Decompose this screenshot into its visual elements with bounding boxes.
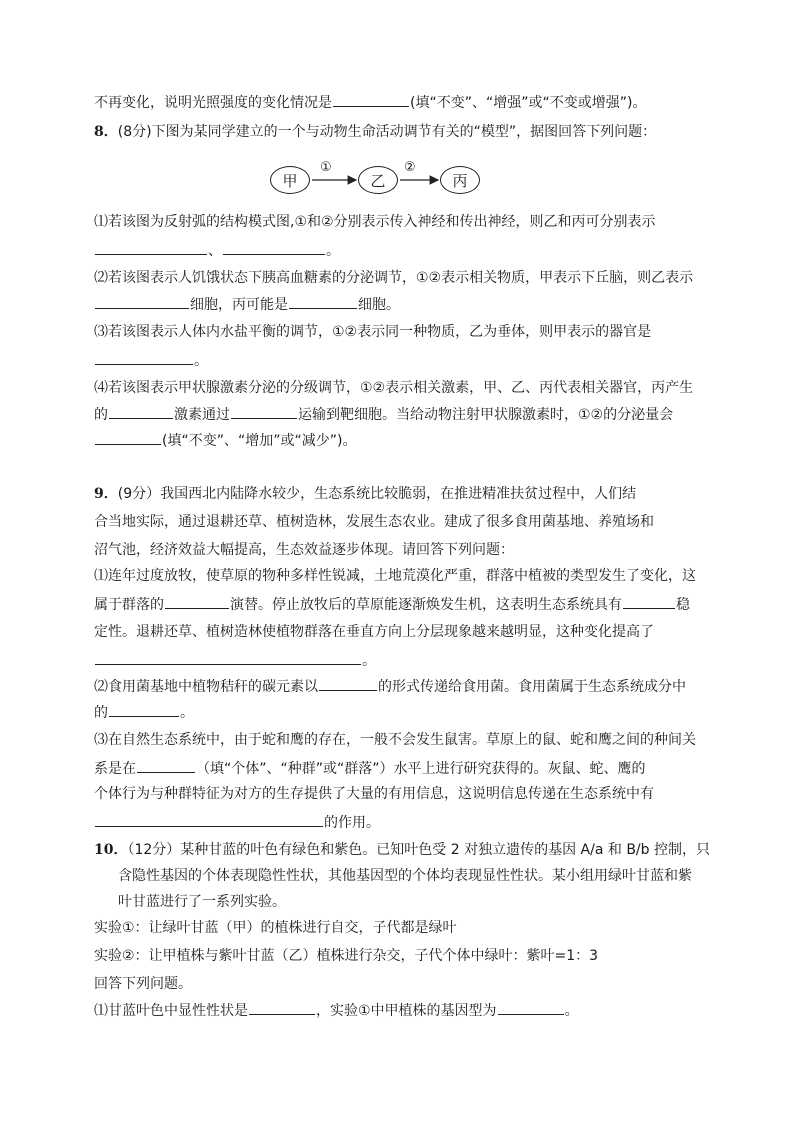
question-8-heading [94,122,656,142]
answer-blank [137,758,195,773]
text: 实验①：让绿叶甘蓝（甲）的植株进行自交，子代都是绿叶 [94,920,457,936]
text: 演替。停止放牧后的草原能逐渐焕发生机，这表明生态系统具有 [230,597,622,613]
text: 的作用。 [324,815,380,831]
text-line [118,866,692,886]
text: 细胞。 [358,297,400,313]
text: 。 [194,353,208,369]
answer-blank [95,650,361,665]
text: ⑴若该图为反射弧的结构模式图,①和②分别表示传入神经和传出神经，则乙和丙可分别表示 [94,214,656,230]
experiment-2 [94,946,598,966]
text-line [94,676,686,697]
text-line [94,702,194,723]
answer-blank [623,594,675,609]
text: 定性。退耕还草、植树造林使植物群落在垂直方向上分层现象越来越明显，这种变化提高了 [94,624,654,640]
answer-blank [95,240,207,255]
text: 。 [362,653,376,669]
text-line [94,294,400,315]
text: (填“不变”、“增强”或“不变或增强”)。 [410,95,647,111]
text: 含隐性基因的个体表现隐性性状，其他基因型的个体均表现显性性状。某小组用绿叶甘蓝和紫 [118,868,692,884]
text-line [94,758,646,779]
text-line [94,730,696,750]
text: ⑶若该图表示人体内水盐平衡的调节，①②表示同一种物质，乙为垂体，则甲表示的器官是 [94,324,652,340]
text: ⑴连年过度放牧，使草原的物种多样性锐减，土地荒漠化严重，群落中植被的类型发生了变化，这 [94,568,696,584]
text-line [94,1000,579,1021]
answer-blank [95,812,323,827]
text: 回答下列问题。 [94,976,192,992]
text: 稳 [676,597,690,613]
experiment-1 [94,918,457,938]
text-line [94,512,654,532]
question-10-heading [94,840,710,860]
text: 不再变化，说明光照强度的变化情况是 [94,95,332,111]
text: 沼气池，经济效益大幅提高，生态效益逐步体现。请回答下列问题： [94,542,514,558]
text: （填“个体”、“种群”或“群落”）水平上进行研究获得的。灰鼠、蛇、鹰的 [196,761,646,777]
question-number: 9． [94,486,118,502]
text: ⑶在自然生态系统中，由于蛇和鹰的存在，一般不会发生鼠害。草原上的鼠、蛇和鹰之间的种间关 [94,732,696,748]
text: 个体行为与种群特征为对方的生存提供了大量的有用信息，这说明信息传递在生态系统中有 [94,786,654,802]
text: 。 [180,705,194,721]
text: ，实验①中甲植株的基因型为 [316,1003,497,1019]
text-line [94,650,376,671]
text-line [94,812,380,833]
answer-blank [95,294,189,309]
text: ⑵若该图表示人饥饿状态下胰高血糖素的分泌调节，①②表示相关物质，甲表示下丘脑，则乙表示 [94,270,694,286]
answer-blank [249,1000,315,1015]
text-line [94,268,693,288]
text-line [94,594,690,615]
text-line [94,622,654,642]
answer-blank [333,92,409,107]
question-9-heading [94,484,636,504]
text-line [94,566,696,586]
text: 的 [94,705,108,721]
text-line [94,212,656,232]
text: 的形式传递给食用菌。食用菌属于生态系统成分中 [378,679,686,695]
text: 实验②：让甲植株与紫叶甘蓝（乙）植株进行杂交，子代个体中绿叶：紫叶=1：3 [94,948,599,964]
text-line [94,784,654,804]
node-label: 甲 [282,171,298,190]
text: 运输到靶细胞。当给动物注射甲状腺激素时，①②的分泌量会 [298,407,674,423]
answer-blank [109,404,173,419]
text-line [94,540,514,560]
text-line [94,430,356,451]
text-line [94,350,208,371]
text: ⑷若该图表示甲状腺激素分泌的分级调节，①②表示相关激素，甲、乙、丙代表相关器官，丙产生 [94,380,694,396]
node-label: 丙 [452,171,468,190]
answer-blank [231,404,297,419]
question-text: (9分）我国西北内陆降水较少，生态系统比较脆弱，在推进精准扶贫过程中，人们结 [117,486,637,502]
text-line [94,378,693,398]
text-line [94,92,646,113]
answer-blank [498,1000,564,1015]
text: 。 [326,243,340,259]
question-number: 10． [94,842,128,858]
text: 。 [564,1003,579,1019]
answer-blank [223,240,325,255]
answer-blank [109,702,179,717]
answer-blank [95,430,161,445]
text: 细胞，丙可能是 [190,297,288,313]
text: ⑵食用菌基地中植物秸秆的碳元素以 [94,679,318,695]
node-label: 乙 [370,171,386,190]
text: 叶甘蓝进行了一系列实验。 [118,894,286,910]
diagram-arrows [266,160,486,200]
regulation-model-diagram [266,160,486,200]
text: 的 [94,407,108,423]
text-line [94,404,673,425]
text: 属于群落的 [94,597,164,613]
answer-blank [165,594,229,609]
answer-blank [95,350,193,365]
text: 激素通过 [174,407,230,423]
text: 合当地实际，通过退耕还草、植树造林，发展生态农业。建成了很多食用菌基地、养殖场和 [94,514,654,530]
answer-blank [319,676,377,691]
question-text: (8分)下图为某同学建立的一个与动物生命活动调节有关的“模型”，据图回答下列问题： [117,124,657,140]
text-line [94,322,651,342]
arrow-label-2: ② [404,160,416,175]
text: (填“不变”、“增加”或“减少”)。 [162,433,357,449]
question-number: 8． [94,124,118,140]
text-line [118,892,286,912]
text-line [94,974,192,994]
question-text: （12分）某种甘蓝的叶色有绿色和紫色。已知叶色受 2 对独立遗传的基因 A/a 和 B/b 控制，只 [127,842,710,858]
arrow-label-1: ① [320,160,332,175]
text: ⑴甘蓝叶色中显性性状是 [94,1003,248,1019]
text: 、 [208,243,222,259]
text: 系是在 [94,761,136,777]
text-line [94,240,340,261]
answer-blank [289,294,357,309]
